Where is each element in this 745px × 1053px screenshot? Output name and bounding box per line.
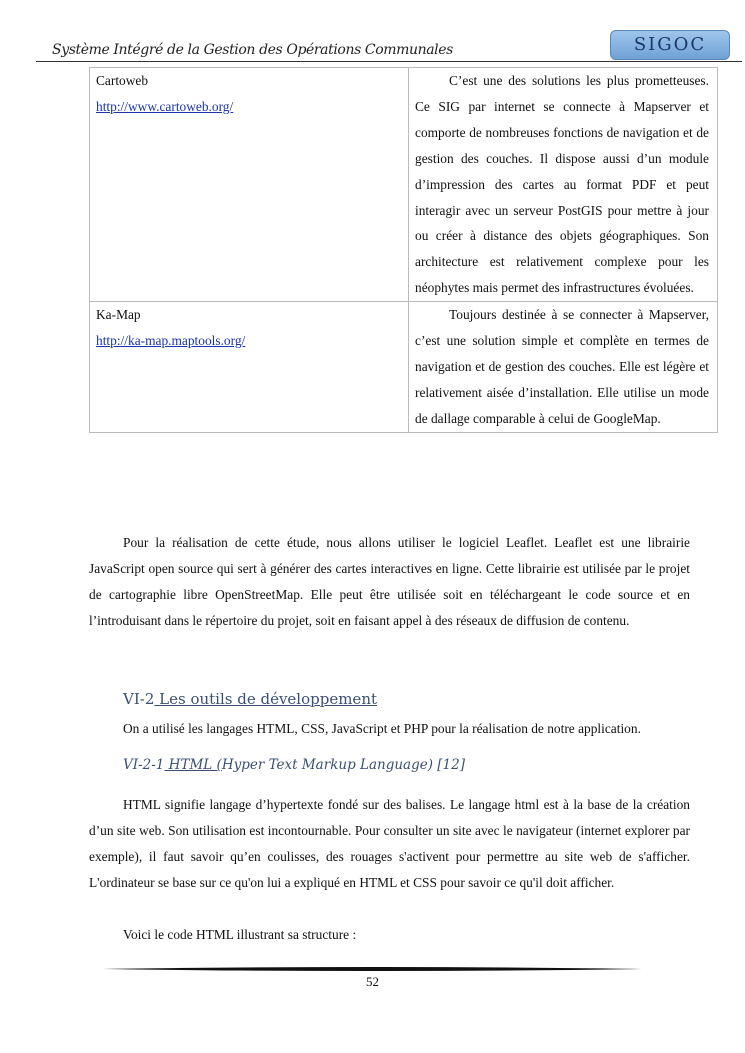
- solution-link[interactable]: http://ka-map.maptools.org/: [96, 333, 246, 349]
- solution-name-cell: [90, 302, 409, 433]
- solution-name: Cartoweb: [96, 73, 149, 88]
- solution-name-cell: [90, 68, 409, 302]
- sig-solutions-table: [89, 67, 718, 433]
- subsection-heading: [123, 757, 465, 773]
- paragraph-leaflet: Pour la réalisation de cette étude, nous allons utiliser le logiciel Leaflet. Leaflet est une librairie JavaScript open source qui sert à générer des cartes interactives en ligne. Cette librairie est utilisée par le projet de cartographie libre OpenStreetMap. Elle peut être utilisée soit en téléchargeant le code source et en l’introduisant dans le répertoire du projet, soit en faisant appel à des réseaux de diffusion de contenu.: [89, 535, 690, 628]
- header-title: Système Intégré de la Gestion des Opérations Communales: [52, 42, 453, 58]
- solution-description: C’est une des solutions les plus prometteuses. Ce SIG par internet se connecte à Mapserver et comporte de nombreuses fonctions de navigation et de gestion des couches. Il dispose aussi d’un module d’impression des cartes au format PDF et peut interagir avec un serveur PostGIS pour mettre à jour ou créer à distance des objets géographiques. Son architecture est relativement complexe pour les néophytes mais permet des infrastructures évoluées.: [409, 68, 718, 302]
- header-divider: [36, 61, 742, 62]
- section-number: VI-2: [123, 690, 155, 708]
- section-heading: [123, 690, 377, 708]
- section-intro: On a utilisé les langages HTML, CSS, JavaScript et PHP pour la réalisation de notre application.: [123, 721, 641, 736]
- paragraph-html: HTML signifie langage d’hypertexte fondé sur des balises. Le langage html est à la base de la création d’un site web. Son utilisation est incontournable. Pour consulter un site avec le navigateur (internet explorer par exemple), il faut savoir qu’en coulisses, des rouages s'activent pour permettre au site web de s'afficher. L'ordinateur se base sur ce qu'on lui a expliqué en HTML et CSS pour savoir ce qu'il doit afficher.: [89, 797, 690, 890]
- subsection-title: Hyper Text Markup Language) [12]: [221, 757, 465, 773]
- paragraph-code-intro: Voici le code HTML illustrant sa structure :: [123, 927, 357, 942]
- subsection-number: VI-2-1: [123, 757, 165, 773]
- table-row: [90, 68, 718, 302]
- solution-description: Toujours destinée à se connecter à Mapserver, c’est une solution simple et complète en termes de navigation et de gestion des couches. Elle est légère et relativement aisée d’installation. Elle utilise un mode de dallage comparable à celui de GoogleMap.: [409, 302, 718, 433]
- solution-name: Ka-Map: [96, 307, 141, 323]
- footer-divider: [102, 966, 642, 972]
- page-number: 52: [366, 974, 379, 989]
- section-title: Les outils de développement: [154, 690, 378, 708]
- subsection-title-underlined: HTML (: [164, 757, 222, 773]
- sigoc-logo: SIGOC: [610, 30, 730, 60]
- table-row: [90, 302, 718, 433]
- solution-link[interactable]: http://www.cartoweb.org/: [96, 98, 234, 114]
